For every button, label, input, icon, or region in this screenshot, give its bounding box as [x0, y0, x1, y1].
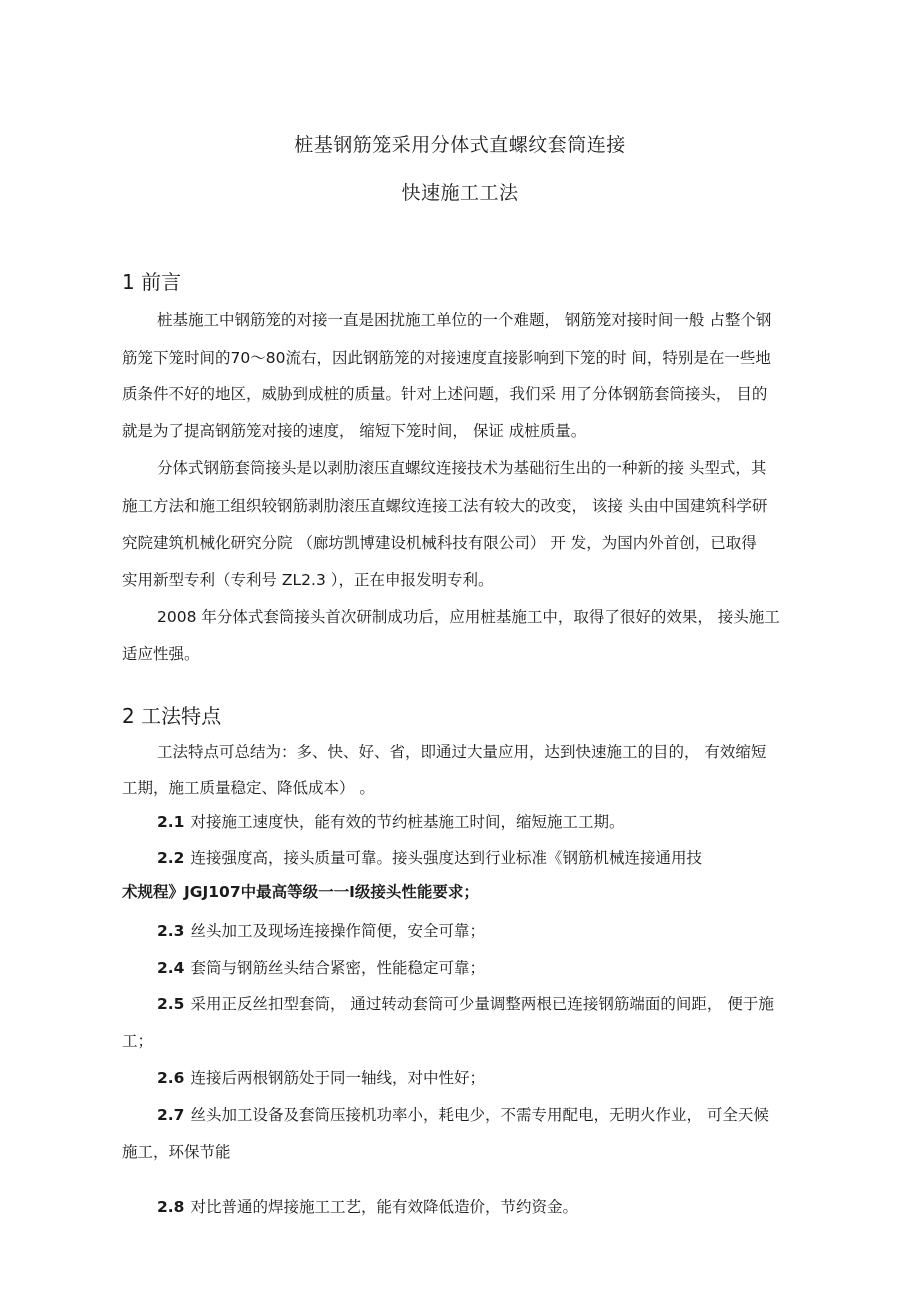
item-text: 丝头加工设备及套筒压接机功率小，耗电少，不需专用配电，无明火作业， 可全天候 [190, 1106, 769, 1124]
paragraph-line: 分体式钢筋套筒接头是以剥肋滚压直螺纹连接技术为基础衍生出的一种新的接 头型式，其 [157, 459, 767, 477]
item-text: 采用正反丝扣型套筒， 通过转动套筒可少量调整两根已连接钢筋端面的间距， 便于施 [190, 995, 774, 1013]
item-text: 对接施工速度快，能有效的节约桩基施工时间，缩短施工工期。 [190, 813, 625, 831]
item-continuation: 工； [122, 1032, 154, 1050]
feature-item-2-8 [157, 1197, 578, 1217]
item-number: 2.1 [157, 813, 185, 831]
item-number: 2.4 [157, 959, 185, 977]
item-number: 2.8 [157, 1198, 185, 1216]
item-continuation: 施工，环保节能 [122, 1143, 231, 1161]
item-text: 套筒与钢筋丝头结合紧密，性能稳定可靠； [190, 959, 485, 977]
paragraph-line: 就是为了提高钢筋笼对接的速度， 缩短下笼时间， 保证 成桩质量。 [122, 422, 587, 440]
feature-item-2-5 [157, 994, 774, 1014]
feature-item-2-4 [157, 958, 485, 978]
item-number: 2.3 [157, 922, 185, 940]
paragraph-line: 工期，施工质量稳定、降低成本） 。 [122, 779, 375, 797]
item-continuation: 术规程》JGJ107中最高等级一一Ⅰ级接头性能要求； [122, 883, 479, 901]
document-title-line-2: 快速施工工法 [401, 182, 519, 204]
paragraph-line: 筋笼下笼时间的70～80流右，因此钢筋笼的对接速度直接影响到下笼的时 间，特别是在一些地 [122, 349, 771, 367]
feature-item-2-6 [157, 1068, 485, 1088]
paragraph-line: 实用新型专利（专利号 ZL2.3 ），正在申报发明专利。 [122, 571, 494, 589]
item-number: 2.6 [157, 1069, 185, 1087]
paragraph-line: 质条件不好的地区，威胁到成桩的质量。针对上述问题，我们采 用了分体钢筋套筒接头， 目的 [122, 385, 768, 403]
paragraph-line: 施工方法和施工组织较钢筋剥肋滚压直螺纹连接工法有较大的改变， 该接 头由中国建筑科学研 [122, 497, 768, 515]
item-text: 连接后两根钢筋处于同一轴线，对中性好； [190, 1069, 485, 1087]
item-number: 2.5 [157, 995, 185, 1013]
paragraph-line: 桩基施工中钢筋笼的对接一直是困扰施工单位的一个难题， 钢筋笼对接时间一般 占整个钢 [157, 311, 772, 329]
item-number: 2.2 [157, 849, 185, 867]
section-2-heading: 2 工法特点 [122, 704, 222, 728]
section-1-heading: 1 前言 [122, 270, 182, 294]
paragraph-line: 工法特点可总结为：多、快、好、省，即通过大量应用，达到快速施工的目的， 有效缩短 [157, 743, 767, 761]
paragraph-line: 适应性强。 [122, 645, 200, 663]
document-title-line-1: 桩基钢筋笼采用分体式直螺纹套筒连接 [294, 134, 626, 156]
feature-item-2-2 [157, 848, 702, 868]
item-text: 连接强度高，接头质量可靠。接头强度达到行业标准《钢筋机械连接通用技 [190, 849, 702, 867]
paragraph-line: 2008 年分体式套筒接头首次研制成功后，应用桩基施工中，取得了很好的效果， 接头施工 [157, 608, 780, 626]
feature-item-2-1 [157, 812, 624, 832]
feature-item-2-3 [157, 921, 485, 941]
feature-item-2-7 [157, 1105, 769, 1125]
paragraph-line: 究院建筑机械化研究分院 （廊坊凯博建设机械科技有限公司） 开 发，为国内外首创，已取得 [122, 534, 757, 552]
item-text: 对比普通的焊接施工工艺，能有效降低造价，节约资金。 [190, 1198, 578, 1216]
item-number: 2.7 [157, 1106, 185, 1124]
item-text: 丝头加工及现场连接操作简便，安全可靠； [190, 922, 485, 940]
